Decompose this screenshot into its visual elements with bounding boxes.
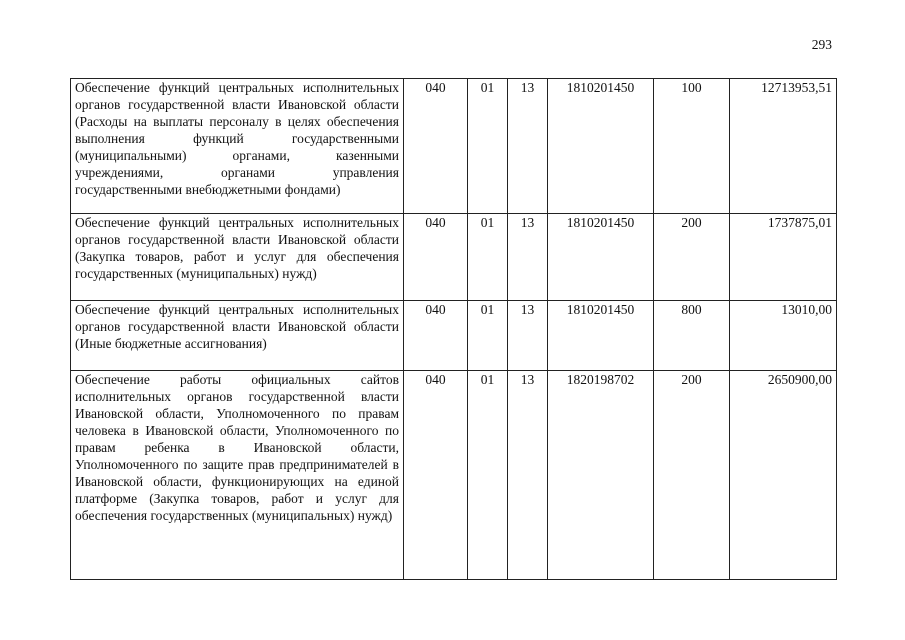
target-article-code: 1810201450: [548, 301, 654, 371]
budget-table: [70, 78, 837, 580]
subsection-code: 13: [508, 371, 548, 580]
amount-value: 2650900,00: [730, 371, 837, 580]
subsection-code: 13: [508, 214, 548, 301]
amount-value: 1737875,01: [730, 214, 837, 301]
row-description: Обеспечение функций центральных исполнительных органов государственной власти Ивановской области (Иные бюджетные ассигнования): [71, 301, 404, 371]
expense-type-code: 200: [654, 214, 730, 301]
row-description: Обеспечение работы официальных сайтов исполнительных органов государственной власти Ивановской области, Уполномоченного по правам человека в Ивановской области, Уполномоченного по правам ребенка в Ивановской области, Уполномоченного по защите прав предпринимателей в Ивановской области, функционирующих на единой платформе (Закупка товаров, работ и услуг для обеспечения государственных (муниципальных) нужд): [71, 371, 404, 580]
expense-type-code: 100: [654, 79, 730, 214]
row-description: Обеспечение функций центральных исполнительных органов государственной власти Ивановской области (Расходы на выплаты персоналу в целях обеспечения выполнения функций государственными (муниципальными) органами, казенными учреждениями, органами управления государственными внебюджетными фондами): [71, 79, 404, 214]
amount-value: 12713953,51: [730, 79, 837, 214]
ministry-code: 040: [404, 214, 468, 301]
expense-type-code: 800: [654, 301, 730, 371]
table-row: [71, 301, 837, 371]
subsection-code: 13: [508, 301, 548, 371]
section-code: 01: [468, 371, 508, 580]
table-row: [71, 214, 837, 301]
row-description: Обеспечение функций центральных исполнительных органов государственной власти Ивановской области (Закупка товаров, работ и услуг для обеспечения государственных (муниципальных) нужд): [71, 214, 404, 301]
table-row: [71, 371, 837, 580]
target-article-code: 1810201450: [548, 79, 654, 214]
target-article-code: 1810201450: [548, 214, 654, 301]
ministry-code: 040: [404, 371, 468, 580]
ministry-code: 040: [404, 301, 468, 371]
amount-value: 13010,00: [730, 301, 837, 371]
page-number: 293: [811, 37, 832, 52]
table-row: [71, 79, 837, 214]
target-article-code: 1820198702: [548, 371, 654, 580]
ministry-code: 040: [404, 79, 468, 214]
section-code: 01: [468, 79, 508, 214]
section-code: 01: [468, 214, 508, 301]
expense-type-code: 200: [654, 371, 730, 580]
section-code: 01: [468, 301, 508, 371]
subsection-code: 13: [508, 79, 548, 214]
